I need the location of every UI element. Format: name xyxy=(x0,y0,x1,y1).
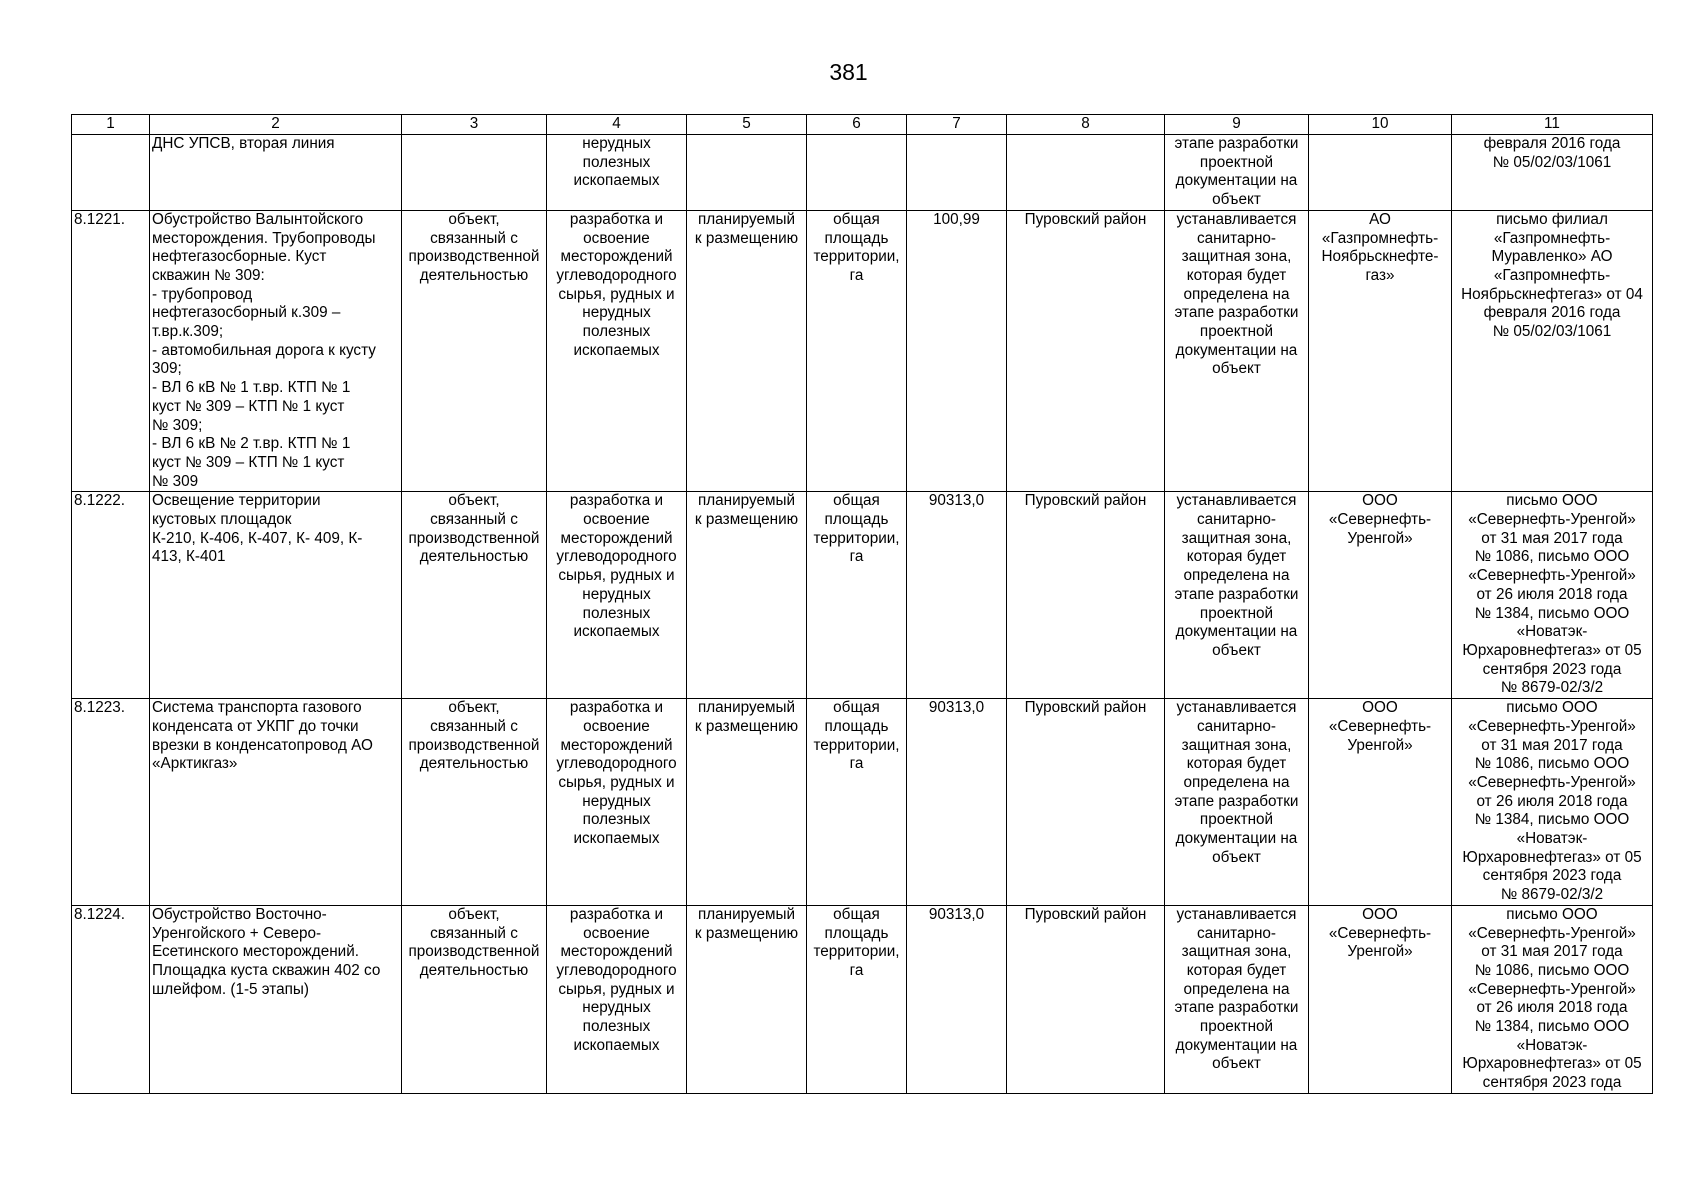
purpose-cell: нерудных полезных ископаемых xyxy=(547,135,687,211)
characteristic-cell: общая площадь территории, га xyxy=(807,905,907,1093)
basis-cell: февраля 2016 года № 05/02/03/1061 xyxy=(1452,135,1653,211)
location-cell: Пуровский район xyxy=(1007,492,1165,699)
zone-cell: устанавливается санитарно- защитная зона, которая будет определена на этапе разработки проектной документации на объект xyxy=(1165,492,1309,699)
column-header: 2 xyxy=(150,115,402,135)
object-type-cell: объект, связанный с производственной деятельностью xyxy=(402,210,547,492)
zone-cell: устанавливается санитарно- защитная зона, которая будет определена на этапе разработки проектной документации на объект xyxy=(1165,699,1309,906)
value-cell: 90313,0 xyxy=(907,492,1007,699)
object-name-cell: Освещение территории кустовых площадок К-210, К-406, К-407, К- 409, К- 413, К-401 xyxy=(150,492,402,699)
column-number-header-row xyxy=(72,115,1653,135)
table-row xyxy=(72,699,1653,906)
status-cell xyxy=(687,135,807,211)
purpose-cell: разработка и освоение месторождений углеводородного сырья, рудных и нерудных полезных ископаемых xyxy=(547,492,687,699)
column-header: 1 xyxy=(72,115,150,135)
table-row xyxy=(72,135,1653,211)
owner-cell: АО «Газпромнефть- Ноябрьскнефте- газ» xyxy=(1309,210,1452,492)
basis-cell: письмо ООО «Севернефть-Уренгой» от 31 мая 2017 года № 1086, письмо ООО «Севернефть-Уренгой» от 26 июля 2018 года № 1384, письмо ООО «Новатэк- Юрхаровнефтегаз» от 05 сентября 2023 года № 8679-02/3/2 xyxy=(1452,492,1653,699)
object-type-cell xyxy=(402,135,547,211)
table-row xyxy=(72,905,1653,1093)
row-number-cell: 8.1223. xyxy=(72,699,150,906)
column-header: 4 xyxy=(547,115,687,135)
column-header: 9 xyxy=(1165,115,1309,135)
object-name-cell: Обустройство Восточно- Уренгойского + Северо- Есетинского месторождений. Площадка куста скважин 402 со шлейфом. (1-5 этапы) xyxy=(150,905,402,1093)
purpose-cell: разработка и освоение месторождений углеводородного сырья, рудных и нерудных полезных ископаемых xyxy=(547,699,687,906)
table-row xyxy=(72,210,1653,492)
value-cell: 90313,0 xyxy=(907,905,1007,1093)
owner-cell: ООО «Севернефть- Уренгой» xyxy=(1309,905,1452,1093)
column-header: 7 xyxy=(907,115,1007,135)
page-number: 381 xyxy=(829,59,868,85)
basis-cell: письмо ООО «Севернефть-Уренгой» от 31 мая 2017 года № 1086, письмо ООО «Севернефть-Уренгой» от 26 июля 2018 года № 1384, письмо ООО «Новатэк- Юрхаровнефтегаз» от 05 сентября 2023 года № 8679-02/3/2 xyxy=(1452,699,1653,906)
objects-table xyxy=(71,114,1653,1094)
status-cell: планируемый к размещению xyxy=(687,492,807,699)
column-header: 6 xyxy=(807,115,907,135)
object-type-cell: объект, связанный с производственной деятельностью xyxy=(402,699,547,906)
basis-cell: письмо ООО «Севернефть-Уренгой» от 31 мая 2017 года № 1086, письмо ООО «Севернефть-Уренгой» от 26 июля 2018 года № 1384, письмо ООО «Новатэк- Юрхаровнефтегаз» от 05 сентября 2023 года xyxy=(1452,905,1653,1093)
column-header: 3 xyxy=(402,115,547,135)
characteristic-cell: общая площадь территории, га xyxy=(807,699,907,906)
value-cell: 90313,0 xyxy=(907,699,1007,906)
table-row xyxy=(72,492,1653,699)
status-cell: планируемый к размещению xyxy=(687,210,807,492)
purpose-cell: разработка и освоение месторождений углеводородного сырья, рудных и нерудных полезных ископаемых xyxy=(547,210,687,492)
object-type-cell: объект, связанный с производственной деятельностью xyxy=(402,492,547,699)
value-cell: 100,99 xyxy=(907,210,1007,492)
column-header: 8 xyxy=(1007,115,1165,135)
zone-cell: устанавливается санитарно- защитная зона, которая будет определена на этапе разработки проектной документации на объект xyxy=(1165,905,1309,1093)
zone-cell: устанавливается санитарно- защитная зона, которая будет определена на этапе разработки проектной документации на объект xyxy=(1165,210,1309,492)
column-header: 10 xyxy=(1309,115,1452,135)
zone-cell: этапе разработки проектной документации на объект xyxy=(1165,135,1309,211)
row-number-cell: 8.1221. xyxy=(72,210,150,492)
row-number-cell xyxy=(72,135,150,211)
owner-cell xyxy=(1309,135,1452,211)
owner-cell: ООО «Севернефть- Уренгой» xyxy=(1309,492,1452,699)
location-cell: Пуровский район xyxy=(1007,699,1165,906)
value-cell xyxy=(907,135,1007,211)
purpose-cell: разработка и освоение месторождений углеводородного сырья, рудных и нерудных полезных ископаемых xyxy=(547,905,687,1093)
row-number-cell: 8.1224. xyxy=(72,905,150,1093)
characteristic-cell: общая площадь территории, га xyxy=(807,210,907,492)
characteristic-cell: общая площадь территории, га xyxy=(807,492,907,699)
column-header: 5 xyxy=(687,115,807,135)
location-cell xyxy=(1007,135,1165,211)
row-number-cell: 8.1222. xyxy=(72,492,150,699)
characteristic-cell xyxy=(807,135,907,211)
object-name-cell: Обустройство Валынтойского месторождения. Трубопроводы нефтегазосборные. Куст скважин № 309: - трубопровод нефтегазосборный к.309 – т.вр.к.309; - автомобильная дорога к кусту 309; - ВЛ 6 кВ № 1 т.вр. КТП № 1 куст № 309 – КТП № 1 куст № 309; - ВЛ 6 кВ № 2 т.вр. КТП № 1 куст № 309 – КТП № 1 куст № 309 xyxy=(150,210,402,492)
status-cell: планируемый к размещению xyxy=(687,699,807,906)
object-name-cell: ДНС УПСВ, вторая линия xyxy=(150,135,402,211)
object-name-cell: Система транспорта газового конденсата от УКПГ до точки врезки в конденсатопровод АО «Арктикгаз» xyxy=(150,699,402,906)
status-cell: планируемый к размещению xyxy=(687,905,807,1093)
location-cell: Пуровский район xyxy=(1007,905,1165,1093)
column-header: 11 xyxy=(1452,115,1653,135)
basis-cell: письмо филиал «Газпромнефть- Муравленко» АО «Газпромнефть- Ноябрьскнефтегаз» от 04 февраля 2016 года № 05/02/03/1061 xyxy=(1452,210,1653,492)
location-cell: Пуровский район xyxy=(1007,210,1165,492)
object-type-cell: объект, связанный с производственной деятельностью xyxy=(402,905,547,1093)
owner-cell: ООО «Севернефть- Уренгой» xyxy=(1309,699,1452,906)
